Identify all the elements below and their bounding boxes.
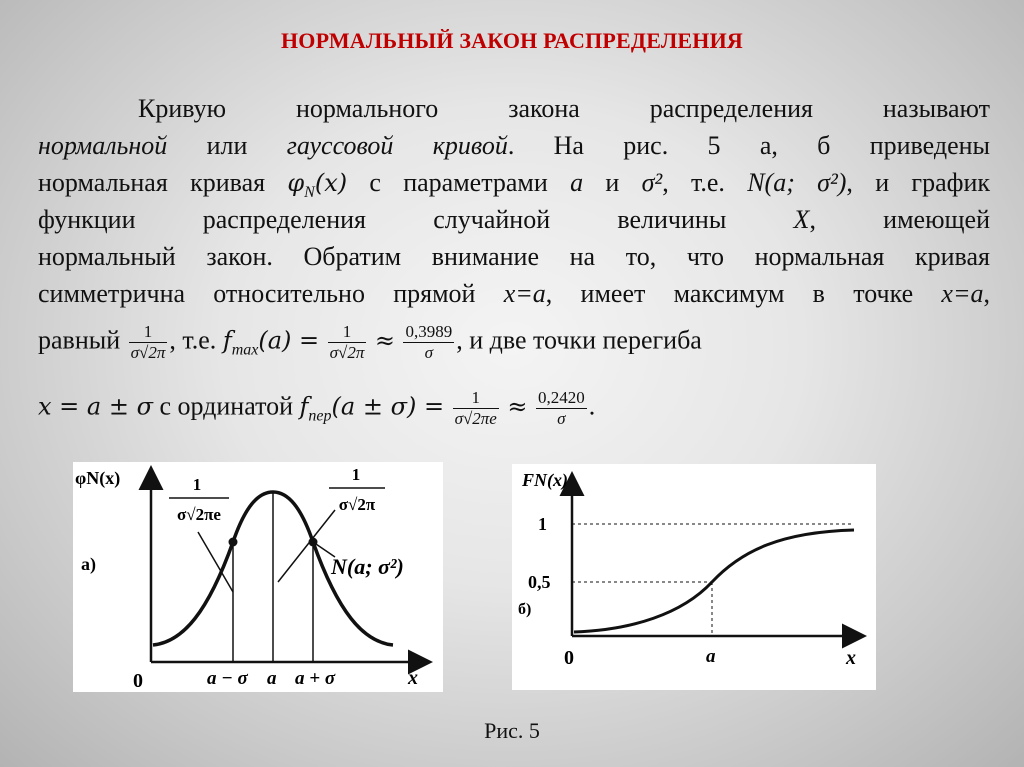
figure-a-origin: 0 [133, 670, 143, 692]
figure-a-x-label: x [408, 667, 418, 689]
figure-b-tick-a: a [706, 646, 716, 667]
figure-a-right-note-num: 1 [351, 465, 361, 484]
figure-caption: Рис. 5 [484, 718, 540, 743]
text-line-1: Кривую нормального закона распределения называют [138, 94, 990, 123]
figure-a-panel-label: а) [81, 554, 96, 574]
figure-b-panel-label: б) [518, 601, 532, 618]
slide-title: НОРМАЛЬНЫЙ ЗАКОН РАСПРЕДЕЛЕНИЯ [280, 28, 744, 53]
formula-line-max: равный $\frac{1}{\sigma√2\pi}$ , т.е. $f_{max}(a)$ = $\frac{1}{\sigma√2\pi}$ ≈ $\frac{0,3989}{\sigma}$ , и две точки перегиба [38, 322, 702, 362]
figure-a-density [73, 462, 443, 692]
figure-b-tick-half: 0,5 [528, 572, 551, 592]
figure-b-cdf-curve [574, 530, 854, 632]
figure-b-tick-one: 1 [538, 514, 547, 534]
figure-a-left-inflection-point [229, 538, 238, 547]
figure-b-ylabel: FN(x) [522, 470, 568, 490]
figure-a-ylabel: φN(x) [75, 468, 121, 488]
figure-a-right-leader [278, 510, 335, 582]
figure-a-tick-a-plus-sigma: a + σ [295, 668, 336, 689]
text-line-2: нормальной или гауссовой кривой. На рис. 5 а, б приведены [38, 131, 991, 160]
fraction-inflection-approx: $\frac{0,2420}{\sigma}$ [537, 388, 585, 428]
fraction-fmax: $\frac{1}{\sigma√2\pi}$ [329, 322, 365, 362]
figure-a-right-note-den: σ√2π [338, 495, 376, 514]
figure-a-tick-a-minus-sigma: a − σ [207, 668, 248, 689]
figure-b-x-label: x [846, 647, 856, 669]
figure-b-cdf [512, 464, 876, 690]
main-paragraph [38, 90, 990, 312]
text-line-5: нормальный закон. Обратим внимание на то, что нормальная кривая [38, 242, 990, 271]
figure-a-left-note-den: σ√2πe [177, 505, 221, 524]
figure-b-svg [512, 464, 876, 690]
figure-a-svg [73, 462, 443, 692]
text-line-6: симметрична относительно прямой x=a, имеет максимум в точке x=a, [38, 279, 990, 308]
fraction-fmax-approx: $\frac{0,3989}{\sigma}$ [405, 322, 453, 362]
fraction-one-over-sigma-root: $\frac{1}{\sigma√2\pi}$ [130, 322, 166, 362]
figure-b-origin: 0 [564, 647, 574, 669]
figure-a-curve-label: N(a; σ²) [331, 554, 404, 579]
text-line-4: функции распределения случайной величины X, имеющей [38, 205, 990, 234]
figure-a-left-note-num: 1 [192, 475, 202, 494]
fraction-inflection: $\frac{1}{\sigma√2\pi e}$ [454, 388, 497, 428]
figure-a-tick-a: a [267, 668, 277, 689]
formula-line-inflection: x = a ± σ с ординатой $f_{пер}(a \pm \sigma)$ = $\frac{1}{\sigma√2\pi e}$ ≈ $\frac{0,2420}{\sigma}$ . [38, 388, 596, 428]
text-line-3: нормальная кривая $\varphi_N(x)$ с параметрами a и σ², т.е. N(a; σ²), и график [38, 168, 990, 202]
